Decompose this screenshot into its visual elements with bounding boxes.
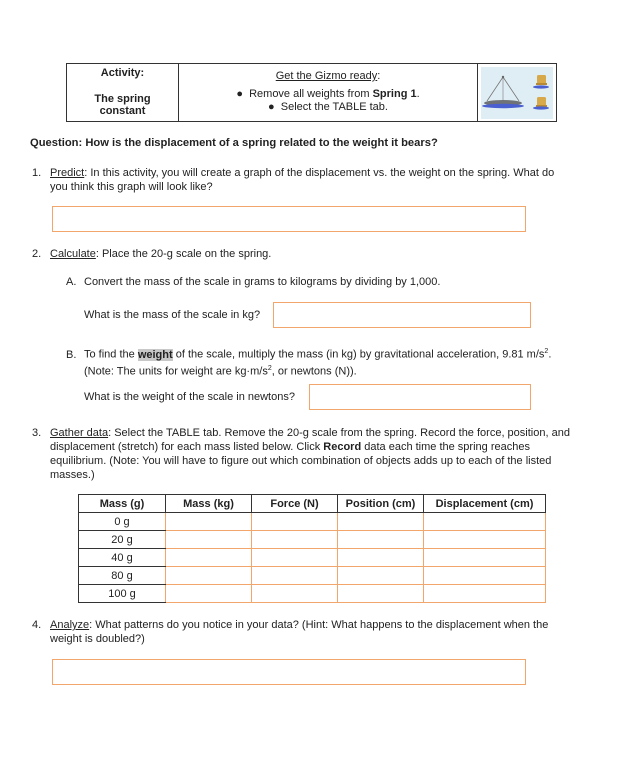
position-cell[interactable] bbox=[338, 513, 424, 531]
force-cell[interactable] bbox=[252, 549, 338, 567]
header-displacement: Displacement (cm) bbox=[424, 495, 546, 513]
displacement-cell[interactable] bbox=[424, 531, 546, 549]
weight-highlight: weight bbox=[137, 348, 173, 361]
bullet-icon: ● bbox=[236, 88, 250, 100]
weight-newtons-prompt: What is the weight of the scale in newtons? bbox=[84, 391, 295, 403]
mass-kg-prompt: What is the mass of the scale in kg? bbox=[84, 309, 261, 321]
gizmo-ready-title: Get the Gizmo ready bbox=[275, 70, 378, 82]
table-row bbox=[79, 513, 546, 531]
header-mass-g: Mass (g) bbox=[79, 495, 166, 513]
table-row bbox=[79, 585, 546, 603]
activity-label: Activity: bbox=[100, 67, 145, 79]
bullet-remove-weights: ● Remove all weights from Spring 1. bbox=[236, 88, 420, 100]
mass-g-cell: 40 g bbox=[79, 549, 166, 567]
q1-predict: 1. Predict: In this activity, you will create a graph of the displacement vs. the weight on the spring. What do you think this graph will look like? bbox=[32, 167, 555, 193]
force-cell[interactable] bbox=[252, 531, 338, 549]
position-cell[interactable] bbox=[338, 549, 424, 567]
mass-kg-cell[interactable] bbox=[166, 513, 252, 531]
mass-kg-cell[interactable] bbox=[166, 549, 252, 567]
gizmo-image-cell bbox=[478, 64, 556, 121]
q2-part-a: A. Convert the mass of the scale in grams to kilograms by dividing by 1,000. bbox=[66, 276, 441, 288]
q3-gather-data: 3. Gather data: Select the TABLE tab. Remove the 20-g scale from the spring. Record the force, position, and displacement (stretch) for each mass listed below. Click Record data each time the spring reaches equilibrium. (Note: You will have to figure out which combination of objects adds up to each of the listed masses.) bbox=[32, 427, 570, 481]
bullet-icon: ● bbox=[268, 101, 281, 113]
q2-calculate: 2. Calculate: Place the 20-g scale on the spring. bbox=[32, 248, 272, 260]
displacement-cell[interactable] bbox=[424, 567, 546, 585]
force-cell[interactable] bbox=[252, 513, 338, 531]
q4-label: Analyze bbox=[50, 619, 90, 631]
spring-scale-icon bbox=[481, 67, 553, 119]
gizmo-ready-cell: Get the Gizmo ready: ● Remove all weights from Spring 1. ● Select the TABLE tab. bbox=[179, 64, 478, 121]
mass-kg-cell[interactable] bbox=[166, 585, 252, 603]
mass-g-cell: 100 g bbox=[79, 585, 166, 603]
header-position: Position (cm) bbox=[338, 495, 424, 513]
mass-kg-cell[interactable] bbox=[166, 567, 252, 585]
q2-part-b: B. To find the weight of the scale, multiply the mass (in kg) by gravitational acceleration, 9.81 $m/s^2$. (Note: The units for weight are $kg\cdot m/s^2$, or newtons (N)). bbox=[66, 348, 552, 378]
table-row bbox=[79, 549, 546, 567]
displacement-cell[interactable] bbox=[424, 585, 546, 603]
weight-newtons-answer-box[interactable] bbox=[309, 384, 531, 410]
displacement-cell[interactable] bbox=[424, 513, 546, 531]
q3-label: Gather data bbox=[50, 427, 109, 439]
mass-g-cell: 80 g bbox=[79, 567, 166, 585]
position-cell[interactable] bbox=[338, 585, 424, 603]
mass-kg-cell[interactable] bbox=[166, 531, 252, 549]
bullet-select-table: ● Select the TABLE tab. bbox=[268, 101, 388, 113]
position-cell[interactable] bbox=[338, 531, 424, 549]
mass-g-cell: 20 g bbox=[79, 531, 166, 549]
predict-answer-box[interactable] bbox=[52, 206, 526, 232]
mass-g-cell: 0 g bbox=[79, 513, 166, 531]
main-question: Question: How is the displacement of a spring related to the weight it bears? bbox=[30, 137, 438, 149]
table-row bbox=[79, 567, 546, 585]
header-force: Force (N) bbox=[252, 495, 338, 513]
table-header-row bbox=[79, 495, 546, 513]
activity-name-line1: The spring bbox=[94, 93, 151, 105]
analyze-answer-box[interactable] bbox=[52, 659, 526, 685]
header-mass-kg: Mass (kg) bbox=[166, 495, 252, 513]
mass-kg-answer-box[interactable] bbox=[273, 302, 531, 328]
force-cell[interactable] bbox=[252, 567, 338, 585]
activity-name-line2: constant bbox=[99, 105, 146, 117]
displacement-cell[interactable] bbox=[424, 549, 546, 567]
data-table bbox=[78, 494, 546, 603]
activity-cell bbox=[67, 64, 179, 121]
spring-scale-image bbox=[481, 67, 553, 119]
q4-analyze: 4. Analyze: What patterns do you notice in your data? (Hint: What happens to the displacement when the weight is doubled?) bbox=[32, 619, 549, 645]
q2-label: Calculate bbox=[50, 248, 96, 260]
activity-header-table bbox=[66, 63, 557, 122]
force-cell[interactable] bbox=[252, 585, 338, 603]
q1-label: Predict bbox=[50, 167, 85, 179]
position-cell[interactable] bbox=[338, 567, 424, 585]
table-row bbox=[79, 531, 546, 549]
